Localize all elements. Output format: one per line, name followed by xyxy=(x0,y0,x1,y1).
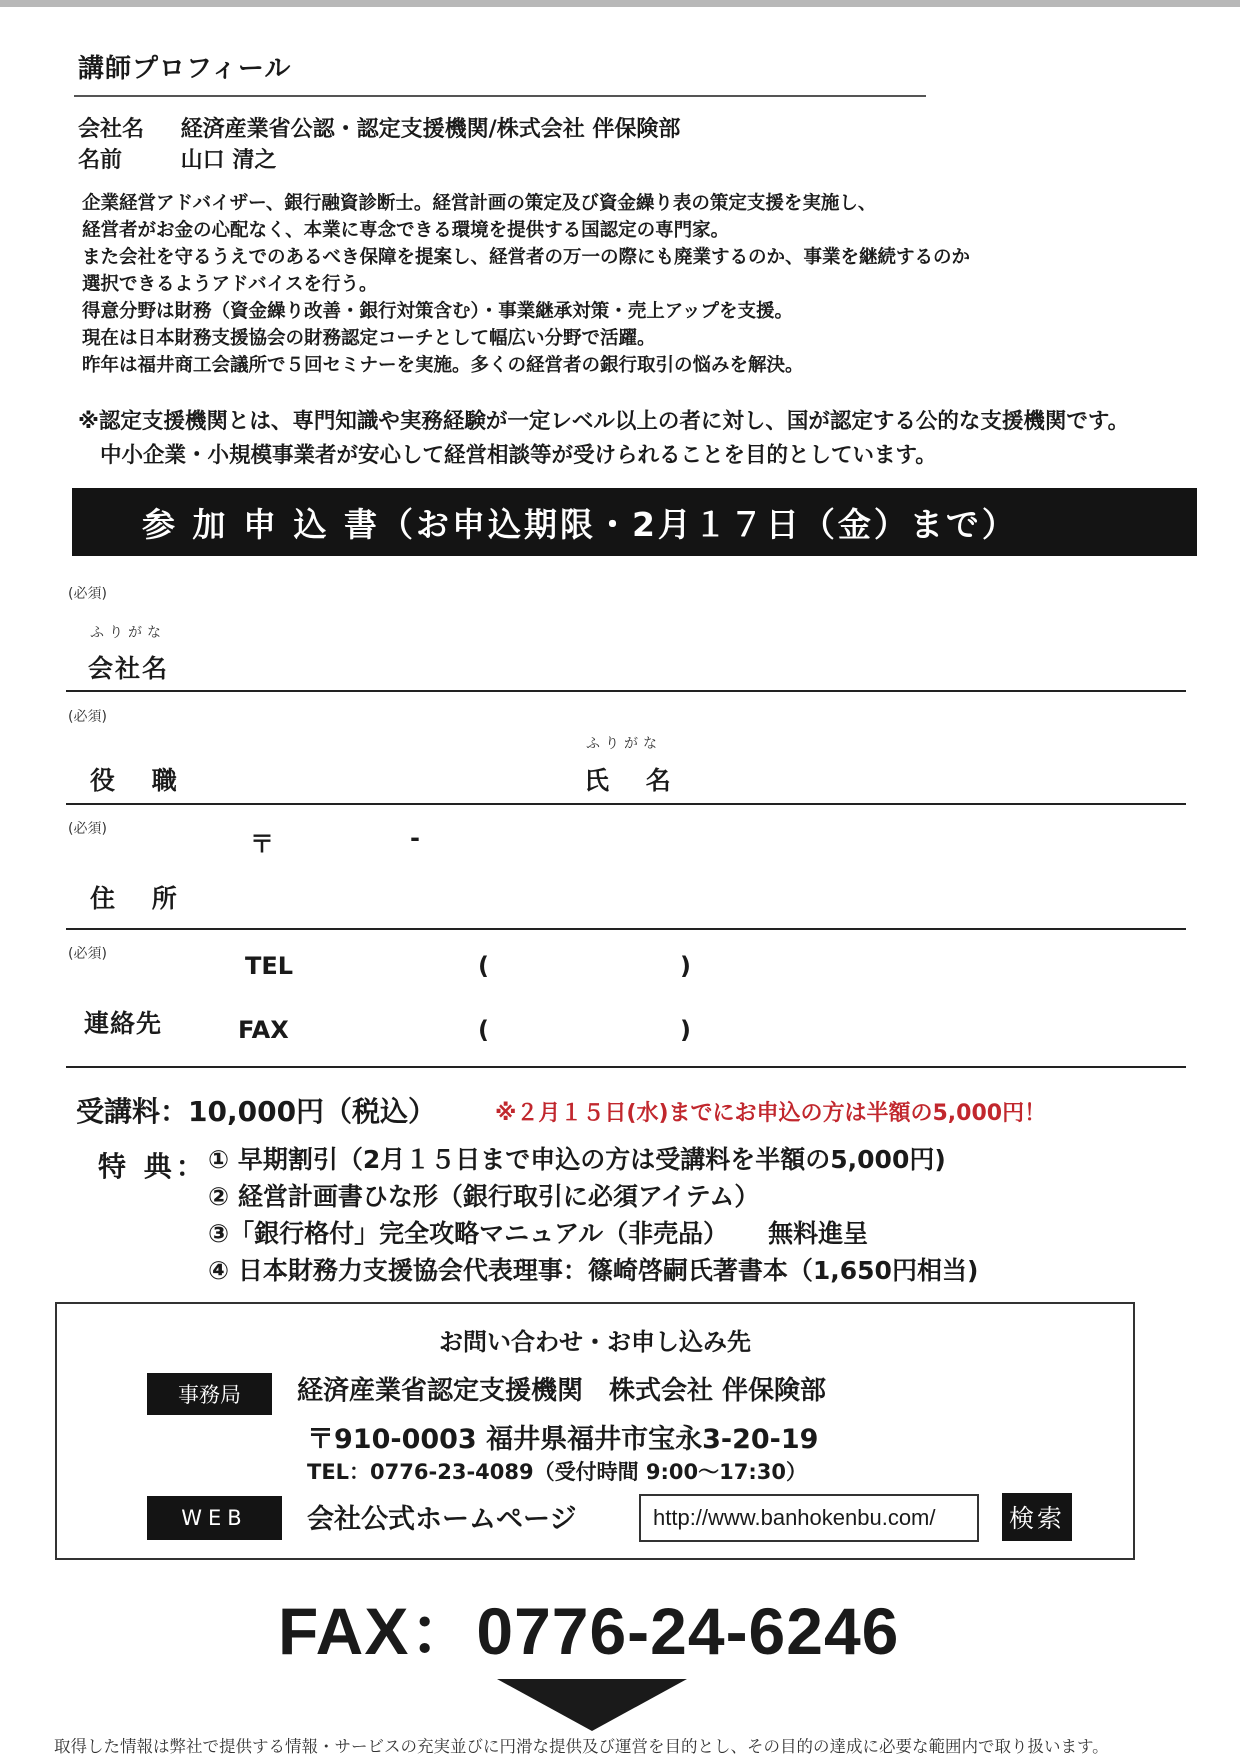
profile-divider xyxy=(74,95,926,97)
address-field-label[interactable]: 住 所 xyxy=(90,884,191,913)
profile-bio xyxy=(82,190,970,379)
required-mark: (必須) xyxy=(68,821,107,837)
required-mark: (必須) xyxy=(68,946,107,962)
bio-line: 昨年は福井商工会議所で５回セミナーを実施。多くの経営者の銀行取引の悩みを解決。 xyxy=(82,355,804,376)
contact-title: お問い合わせ・お申し込み先 xyxy=(439,1328,751,1356)
tel-paren-open: ( xyxy=(478,952,489,980)
certification-note xyxy=(78,405,1129,473)
fee-label: 受講料：10,000円（税込） xyxy=(76,1095,437,1128)
position-field-label[interactable]: 役 職 xyxy=(90,766,191,795)
furigana-label: ふりがな xyxy=(90,625,166,641)
top-border xyxy=(0,0,1240,7)
bonus-item: ② 経営計画書ひな形（銀行取引に必須アイテム） xyxy=(208,1182,760,1211)
office-org: 経済産業省認定支援機関 株式会社 伴保険部 xyxy=(297,1376,827,1406)
contact-box xyxy=(55,1302,1135,1560)
office-tag: 事務局 xyxy=(147,1373,272,1415)
down-arrow-icon xyxy=(497,1679,687,1731)
privacy-note: 取得した情報は弊社で提供する情報・サービスの充実並びに円滑な提供及び運営を目的とし、その目的の達成に必要な範囲内で取り扱います。 xyxy=(54,1737,1109,1754)
company-field-label[interactable]: 会社名 xyxy=(88,654,170,683)
bio-line: 得意分野は財務（資金繰り改善・銀行対策含む）・事業継承対策・売上アップを支援。 xyxy=(82,301,793,322)
bio-line: 現在は日本財務支援協会の財務認定コーチとして幅広い分野で活躍。 xyxy=(82,328,656,349)
postal-dash: - xyxy=(410,824,420,852)
postal-mark: 〒 xyxy=(250,830,274,858)
contact-field-line[interactable] xyxy=(66,1066,1186,1068)
profile-title: 講師プロフィール xyxy=(78,54,292,84)
address-field-line[interactable] xyxy=(66,928,1186,930)
fullname-field-label[interactable]: 氏 名 xyxy=(584,766,685,795)
office-tel: TEL：0776-23-4089（受付時間 9:00〜17:30） xyxy=(307,1460,807,1484)
early-discount-note: ※２月１５日(水)までにお申込の方は半額の5,000円！ xyxy=(495,1101,1047,1126)
note-line-1: ※認定支援機関とは、専門知識や実務経験が一定レベル以上の者に対し、国が認定する公的な支援機関です。 xyxy=(78,409,1130,434)
tel-paren-close: ) xyxy=(680,952,691,980)
bonus-list xyxy=(208,1141,978,1289)
url-field[interactable]: http://www.banhokenbu.com/ xyxy=(639,1494,979,1542)
bonus-item xyxy=(208,1215,978,1252)
fax-number: FAX：0776-24-6246 xyxy=(278,1594,900,1668)
bonus-item: ① 早期割引（2月１５日まで申込の方は受講料を半額の5,000円) xyxy=(208,1145,946,1174)
profile-company xyxy=(78,112,680,143)
profile-name xyxy=(78,143,276,174)
fax-paren-close: ) xyxy=(680,1016,691,1044)
web-tag: WEB xyxy=(147,1496,282,1540)
bio-line: 企業経営アドバイザー、銀行融資診断士。経営計画の策定及び資金繰り表の策定支援を実施し、 xyxy=(82,193,877,214)
tel-label: TEL xyxy=(245,952,294,980)
company-field-line[interactable] xyxy=(66,690,1186,692)
bonus-item-text: ③「銀行格付」完全攻略マニュアル（非売品） xyxy=(208,1219,729,1248)
bonus-heading: 特 典： xyxy=(98,1150,208,1183)
application-banner: 参 加 申 込 書（お申込期限・2月１７日（金）まで） xyxy=(72,488,1197,556)
fax-label: FAX xyxy=(238,1016,289,1044)
contact-field-label[interactable]: 連絡先 xyxy=(84,1009,163,1038)
note-line-2: 中小企業・小規模事業者が安心して経営相談等が受けられることを目的としています。 xyxy=(100,443,937,468)
office-address: 〒910-0003 福井県福井市宝永3-20-19 xyxy=(307,1424,819,1455)
fax-paren-open: ( xyxy=(478,1016,489,1044)
bio-line: 選択できるようアドバイスを行う。 xyxy=(82,274,378,295)
profile-name-value: 山口 清之 xyxy=(180,148,277,173)
required-mark: (必須) xyxy=(68,586,107,602)
bonus-item: ④ 日本財務力支援協会代表理事：篠崎啓嗣氏著書本（1,650円相当) xyxy=(208,1256,979,1285)
furigana-label: ふりがな xyxy=(586,736,662,752)
profile-company-value: 経済産業省公認・認定支援機関/株式会社 伴保険部 xyxy=(180,117,681,142)
name-field-line[interactable] xyxy=(66,803,1186,805)
web-label: 会社公式ホームページ xyxy=(307,1504,577,1535)
bio-line: また会社を守るうえでのあるべき保障を提案し、経営者の万一の際にも廃業するのか、事業を継続するのか xyxy=(82,247,971,268)
search-button[interactable]: 検索 xyxy=(1002,1493,1072,1541)
free-gift-label: 無料進呈 xyxy=(768,1219,869,1248)
bio-line: 経営者がお金の心配なく、本業に専念できる環境を提供する国認定の専門家。 xyxy=(82,220,730,241)
profile-company-label: 会社名 xyxy=(78,117,145,142)
profile-name-label: 名前 xyxy=(78,148,123,173)
required-mark: (必須) xyxy=(68,709,107,725)
